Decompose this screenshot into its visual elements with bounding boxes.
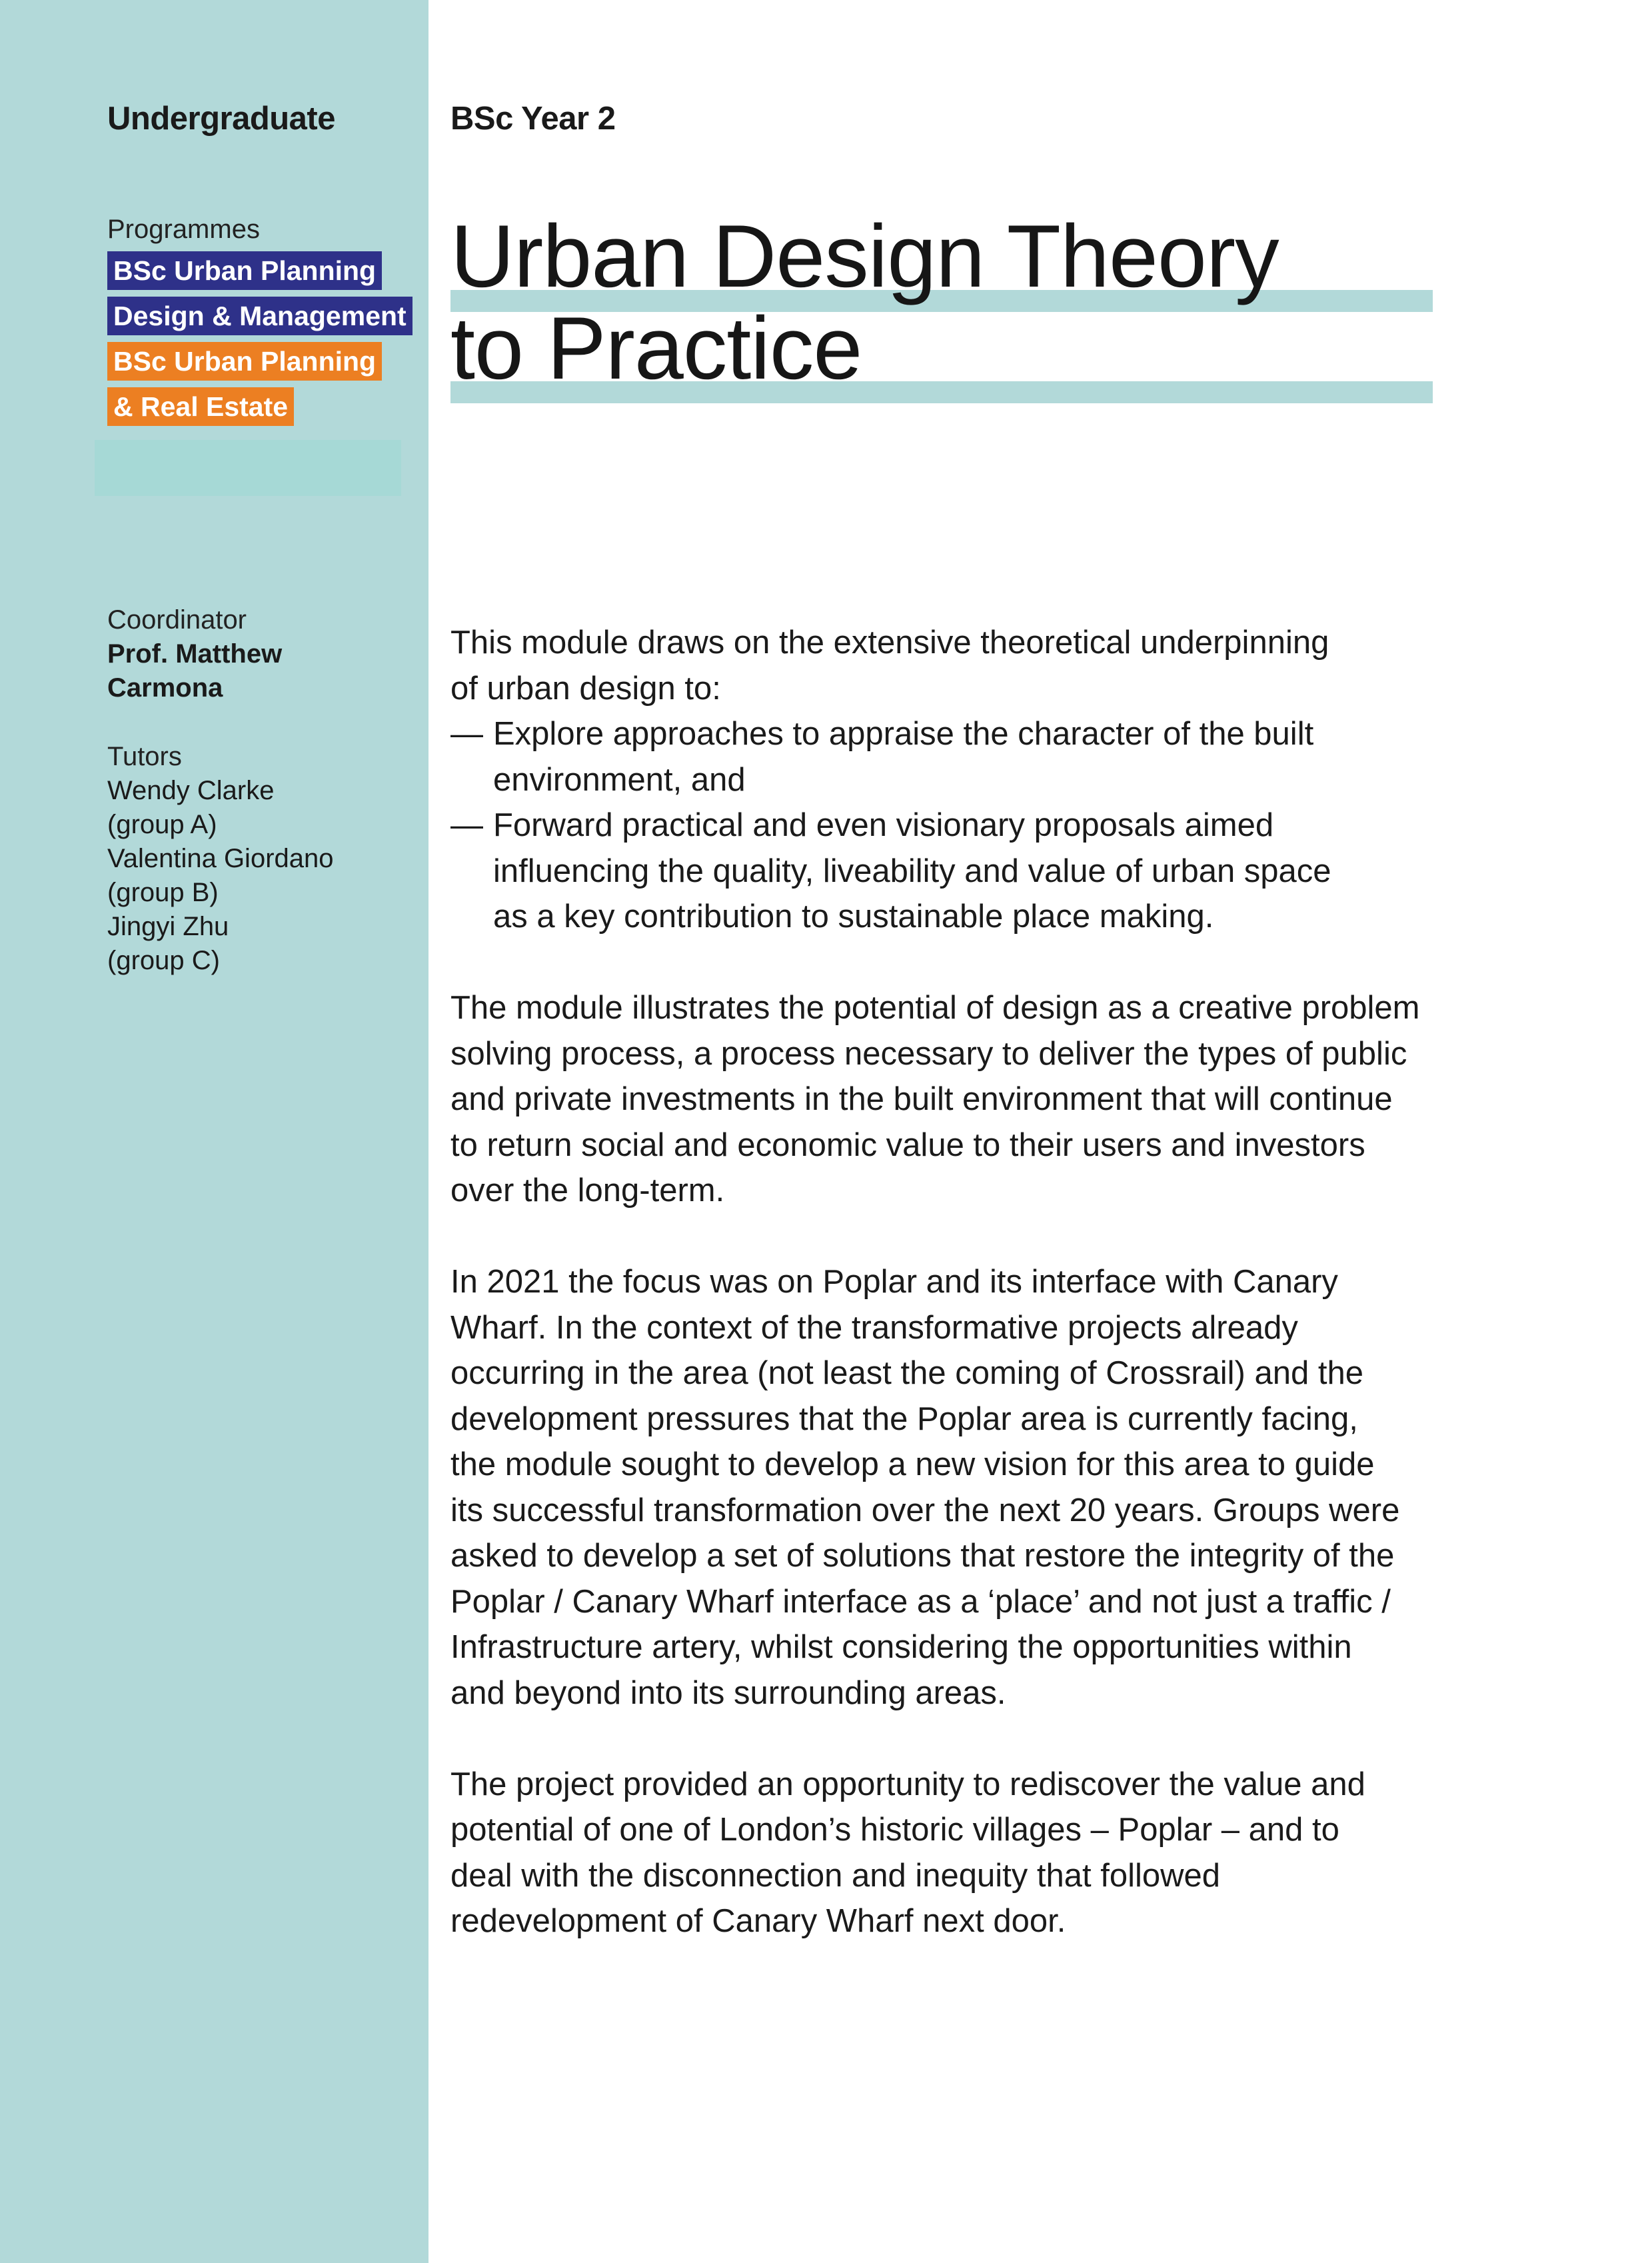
text-line: and beyond into its surrounding areas. [450, 1674, 1006, 1711]
text-line: This module draws on the extensive theoretical underpinning [450, 625, 1329, 661]
body-text [450, 620, 1450, 1990]
title-line: Urban Design Theory [450, 207, 1279, 306]
year-heading: BSc Year 2 [450, 101, 616, 137]
coordinator-name-line: Prof. Matthew [107, 639, 283, 669]
text-line: influencing the quality, liveability and value of urban space [493, 853, 1331, 889]
text-line: The project provided an opportunity to rediscover the value and [450, 1766, 1365, 1802]
text-line: Wharf. In the context of the transformative projects already [450, 1309, 1298, 1346]
level-heading: Undergraduate [107, 101, 336, 137]
coordinator-name-line: Carmona [107, 673, 223, 703]
text-line: and private investments in the built environment that will continue [450, 1081, 1393, 1117]
text-line: the module sought to develop a new vision for this area to guide [450, 1446, 1375, 1482]
text-line: potential of one of London’s historic villages – Poplar – and to [450, 1812, 1339, 1848]
text-line: development pressures that the Poplar area is currently facing, [450, 1400, 1358, 1437]
body-paragraph [450, 1762, 1450, 1944]
tutor-line: Valentina Giordano [107, 844, 334, 873]
bullet-list [450, 711, 1450, 940]
programme-tag: BSc Urban Planning [107, 251, 382, 290]
dash-marker: — [450, 716, 483, 752]
bullet-item [450, 711, 1450, 803]
text-line: occurring in the area (not least the coming of Crossrail) and the [450, 1355, 1363, 1391]
tutor-line: (group A) [107, 810, 217, 839]
dash-marker: — [450, 807, 483, 843]
text-line: of urban design to: [450, 670, 721, 707]
text-line: The module illustrates the potential of design as a creative problem [450, 990, 1420, 1026]
text-line: Forward practical and even visionary proposals aimed [493, 807, 1274, 843]
text-line: redevelopment of Canary Wharf next door. [450, 1903, 1066, 1939]
tutor-line: (group C) [107, 946, 220, 975]
text-line: Infrastructure artery, whilst considering the opportunities within [450, 1629, 1352, 1665]
tutor-line: (group B) [107, 878, 219, 907]
text-line: its successful transformation over the next 20 years. Groups were [450, 1492, 1400, 1528]
text-line: over the long-term. [450, 1172, 725, 1208]
programmes-section [107, 215, 413, 433]
body-paragraph [450, 985, 1450, 1214]
body-paragraph [450, 1259, 1450, 1716]
tutors-section [107, 740, 334, 978]
programme-tag: & Real Estate [107, 387, 294, 426]
text-line: Poplar / Canary Wharf interface as a ‘place’ and not just a traffic / [450, 1583, 1391, 1620]
programme-tag: BSc Urban Planning [107, 342, 382, 381]
intro-paragraph [450, 620, 1450, 711]
coordinator-section [107, 603, 282, 705]
text-line: to return social and economic value to their users and investors [450, 1127, 1365, 1163]
text-line: asked to develop a set of solutions that restore the integrity of the [450, 1538, 1395, 1574]
decorative-box [95, 440, 401, 496]
programmes-label: Programmes [107, 215, 260, 244]
page-title [450, 207, 1279, 398]
tutors-label: Tutors [107, 742, 182, 771]
title-line: to Practice [450, 299, 862, 398]
text-line: environment, and [493, 761, 746, 798]
text-line: deal with the disconnection and inequity that followed [450, 1857, 1220, 1894]
text-line: Explore approaches to appraise the character of the built [493, 716, 1314, 752]
tutor-line: Wendy Clarke [107, 776, 275, 805]
tutor-line: Jingyi Zhu [107, 912, 229, 941]
coordinator-label: Coordinator [107, 605, 247, 635]
programme-tag: Design & Management [107, 297, 413, 335]
text-line: as a key contribution to sustainable place making. [493, 899, 1214, 935]
text-line: In 2021 the focus was on Poplar and its interface with Canary [450, 1264, 1338, 1300]
bullet-item [450, 803, 1450, 940]
text-line: solving process, a process necessary to deliver the types of public [450, 1035, 1407, 1072]
